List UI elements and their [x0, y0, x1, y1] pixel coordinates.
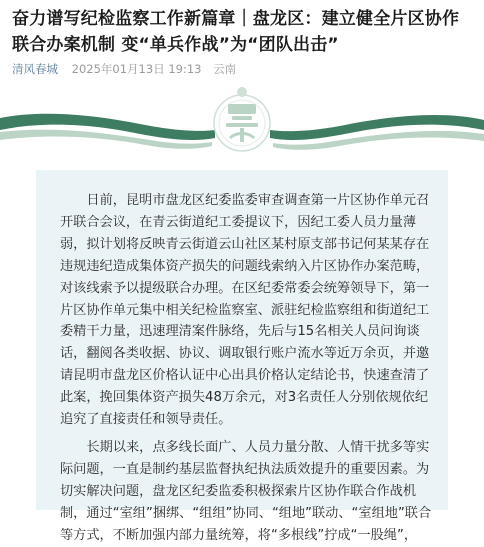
body-paragraph: 长期以来，点多线长面广、人员力量分散、人情干扰多等实际问题，一直是制约基层监督执纪执法质效提升的重要因素。为切实解决问题，盘龙区纪委监委积极探索片区协作联合作战机制，通过“室组”捆绑、“组组”协同、“组地”联动、“室组地”联合等方式，不断加强内部力量统筹，将“多根线”拧成“一股绳”， [60, 440, 432, 543]
header-banner [0, 80, 484, 160]
account-name-link[interactable]: 清风春城 [12, 62, 58, 76]
article-meta [12, 61, 236, 77]
body-paragraph: 日前，昆明市盘龙区纪委监委审查调查第一片区协作单元召开联合会议，在青云街道纪工委提议下，因纪工委人员力量薄弱，拟计划将反映青云街道云山社区某村原支部书记何某某存在违规违纪造成集体资产损失的问题线索纳入片区协作办案范畴，对该线索予以提级联合办理。在区纪委常委会统筹领导下，第一片区协作单元集中相关纪检监察室、派驻纪检监察组和街道纪工委精干力量，迅速理清案件脉络，先后与15名相关人员问询谈话，翻阅各类收据、协议、调取银行账户流水等近万余页，并邀请昆明市盘龙区价格认证中心出具价格认定结论书，快速查清了此案，挽回集体资产损失48万余元，对3名责任人分别依规依纪追究了直接责任和领导责任。 [60, 193, 430, 428]
publish-location: 云南 [213, 62, 237, 76]
article-title: 奋力谱写纪检监察工作新篇章｜盘龙区：建立健全片区协作联合办案机制 变“单兵作战”为“团队出击” [12, 9, 460, 55]
clear-breeze-emblem-icon [214, 87, 270, 151]
banner-graphic [0, 80, 484, 160]
publish-date: 2025年01月13日 19:13 [71, 62, 202, 76]
article-body [36, 170, 448, 543]
